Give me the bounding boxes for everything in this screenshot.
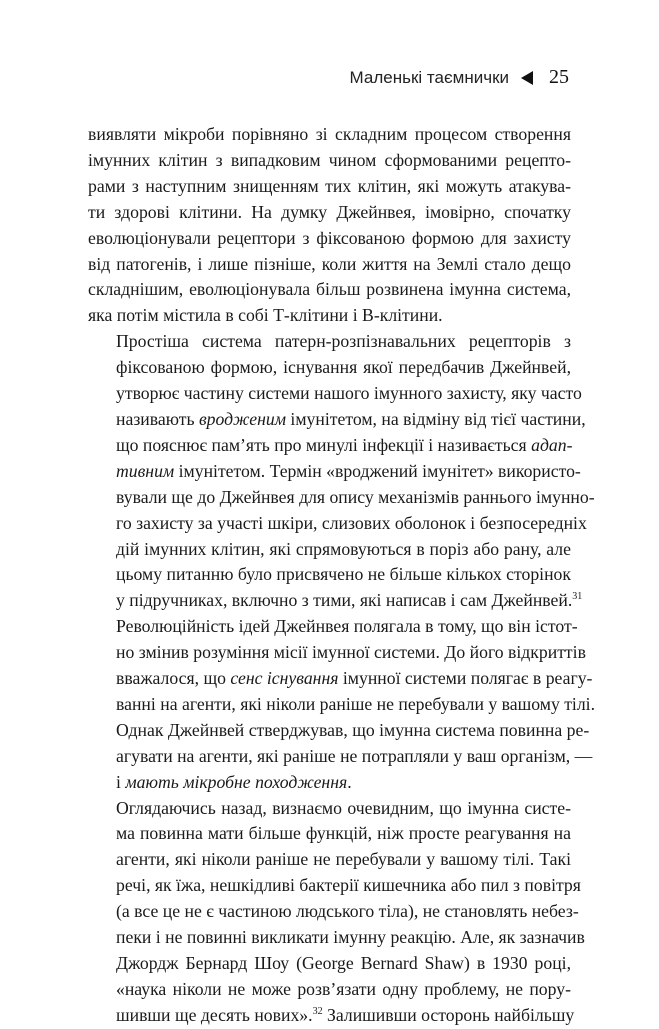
text-line — [88, 226, 571, 252]
text-line — [88, 640, 586, 666]
text-line — [88, 459, 581, 485]
text-line — [88, 537, 571, 563]
triangle-marker-icon — [521, 71, 533, 85]
text-run: вважалося, що — [116, 668, 231, 689]
text-run: ти здорові клітини. На думку Джейнвея, імовірно, спочатку — [88, 201, 571, 222]
paragraph — [88, 122, 571, 329]
emphasis-text: мають мікробне походження — [125, 771, 348, 792]
text-run: ванні на агенти, які ніколи раніше не перебували у вашому тілі. — [116, 693, 596, 714]
text-line — [88, 951, 571, 977]
text-run: го захисту за участі шкіри, слизових оболонок і безпосередніх — [116, 512, 587, 533]
text-run: Залишивши осторонь найбільшу — [322, 1004, 575, 1025]
text-run: у підручниках, включно з тими, які написав і сам Джейнвей. — [116, 590, 573, 611]
text-run: «наука ніколи не може розв’язати одну проблему, не пору- — [116, 978, 571, 999]
text-line — [88, 692, 596, 718]
text-run: імунної системи полягає в реагу- — [338, 668, 593, 689]
text-run: Однак Джейнвей стверджував, що імунна система повинна ре- — [116, 719, 590, 740]
text-line — [88, 899, 579, 925]
text-line — [88, 200, 571, 226]
text-run: Простіша система патерн-розпізнавальних рецепторів з — [116, 331, 571, 352]
text-run: агувати на агенти, які раніше не потрапляли у ваш організм, — — [116, 745, 593, 766]
page-number: 25 — [549, 66, 569, 88]
running-title: Маленькі таємнички — [349, 67, 509, 87]
text-run: від патогенів, і лише пізніше, коли життя на Землі стало дещо — [88, 253, 571, 274]
text-run: шивши ще десять нових». — [116, 1004, 313, 1025]
text-line — [88, 744, 593, 770]
text-line — [88, 614, 578, 640]
text-line — [88, 252, 571, 278]
emphasis-text: адап- — [531, 434, 573, 455]
text-line — [88, 511, 587, 537]
text-run: яка потім містила в собі Т-клітини і В-клітини. — [88, 305, 443, 326]
text-run: що пояснює пам’ять про минулі інфекції і називається — [116, 434, 532, 455]
footnote-ref: 31 — [572, 591, 583, 603]
text-run: імунітетом, на відміну від тієї частини, — [286, 408, 586, 429]
text-run: складнішим, еволюціонувала більш розвинена імунна система, — [88, 279, 571, 300]
text-run: Оглядаючись назад, визнаємо очевидним, що імунна систе- — [116, 797, 571, 818]
emphasis-text: вродженим — [198, 408, 286, 429]
text-run: но змінив розуміння місії імунної системи. До його відкриттів — [116, 642, 586, 663]
text-line — [88, 329, 571, 355]
text-run: називають — [116, 408, 199, 429]
text-line — [88, 1003, 575, 1029]
text-line — [88, 433, 571, 459]
paragraph — [88, 796, 585, 1029]
text-run: Джордж Бернард Шоу (George Bernard Shaw) в 1930 році, — [116, 953, 571, 973]
text-run: ма повинна мати більше функцій, ніж просте реагування на — [116, 823, 571, 844]
text-line — [88, 666, 593, 692]
text-line — [88, 407, 586, 433]
body-text — [88, 122, 596, 1029]
text-run: пеки і не повинні викликати імунну реакцію. Але, як зазначив — [116, 927, 585, 948]
text-run: утворює частину системи нашого імунного захисту, яку часто — [116, 383, 582, 404]
text-run: рами з наступним знищенням тих клітин, які можуть атакува- — [88, 175, 571, 196]
text-run: імунітетом. Термін «вроджений імунітет» використо- — [174, 460, 581, 481]
text-run: імунних клітин з випадковим чином сформованими рецепто- — [88, 149, 571, 170]
text-line — [88, 303, 571, 329]
text-line — [88, 821, 571, 847]
text-line — [88, 174, 571, 200]
text-run: агенти, які ніколи раніше не перебували у вашому тілі. Такі — [116, 849, 571, 870]
text-run: еволюціонували рецептори з фіксованою формою для захисту — [88, 227, 571, 248]
text-line — [88, 796, 571, 822]
text-line — [88, 925, 585, 951]
emphasis-text: тивним — [116, 460, 175, 481]
text-line — [88, 977, 571, 1003]
text-line — [88, 355, 571, 381]
text-run: . — [347, 771, 352, 792]
text-line — [88, 718, 590, 744]
text-line — [88, 277, 571, 303]
text-run: Революційність ідей Джейнвея полягала в тому, що він істот- — [116, 616, 578, 637]
text-run: цьому питанню було присвячено не більше кількох сторінок — [116, 564, 571, 585]
emphasis-text: сенс існування — [230, 668, 339, 689]
text-run: вували ще до Джейнвея для опису механізмів раннього імунно- — [116, 486, 595, 507]
text-line — [88, 873, 581, 899]
text-line — [88, 770, 571, 796]
paragraph — [88, 329, 596, 795]
running-header — [350, 66, 569, 89]
text-line — [88, 381, 582, 407]
footnote-ref: 32 — [312, 1005, 323, 1017]
text-run: речі, як їжа, нешкідливі бактерії кишечника або пил з повітря — [116, 875, 581, 896]
text-line — [88, 588, 583, 614]
text-run: (а все це не є частиною людського тіла), не становлять небез- — [116, 901, 579, 922]
text-line — [88, 122, 571, 148]
text-run: фіксованою формою, існування якої передбачив Джейнвей, — [116, 357, 571, 378]
text-run: дій імунних клітин, які спрямовуються в поріз або рану, але — [116, 538, 571, 559]
text-run: і — [116, 771, 126, 792]
text-line — [88, 148, 571, 174]
text-line — [88, 562, 571, 588]
text-line — [88, 847, 571, 873]
text-line — [88, 485, 595, 511]
text-run: виявляти мікроби порівняно зі складним процесом створення — [88, 124, 571, 144]
